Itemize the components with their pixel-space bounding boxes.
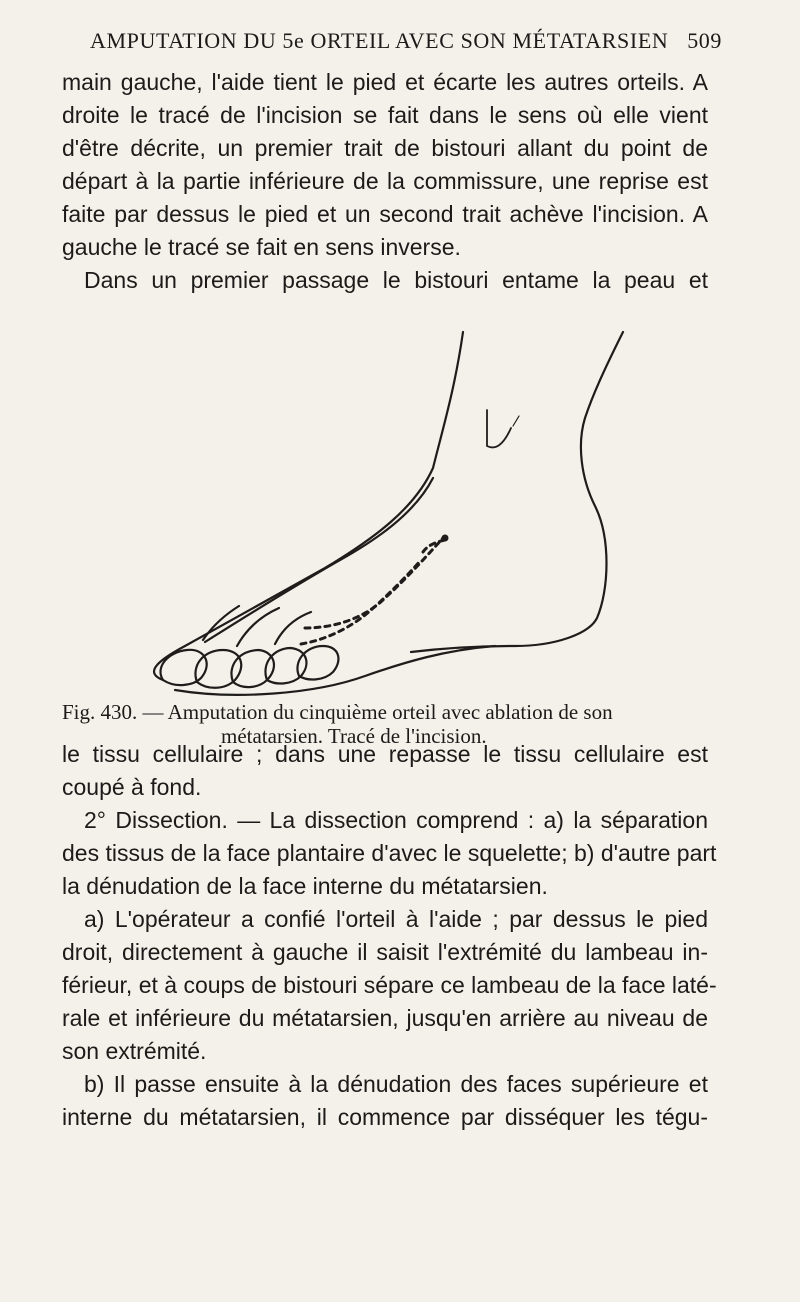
foot-incision-illustration <box>115 328 635 708</box>
page-number: 509 <box>687 28 722 53</box>
caption-line: métatarsien. Tracé de l'incision. <box>221 724 487 748</box>
text-line: férieur, et à coups de bistouri sépare ce lambeau de la face laté- <box>62 972 717 998</box>
text-line: des tissus de la face plantaire d'avec le squelette; b) d'autre part <box>62 840 717 866</box>
text-line: droit, directement à gauche il saisit l'extrémité du lambeau in- <box>62 939 708 965</box>
leg-back-outline <box>411 332 623 652</box>
text-line: main gauche, l'aide tient le pied et écarte les autres orteils. A <box>62 69 708 95</box>
page-header <box>62 14 722 54</box>
text-line: la dénudation de la face interne du métatarsien. <box>62 873 548 899</box>
text-line: a) L'opérateur a confié l'orteil à l'aide ; par dessus le pied <box>84 906 708 932</box>
text-line: gauche le tracé se fait en sens inverse. <box>62 234 461 260</box>
text-line: droite le tracé de l'incision se fait dans le sens où elle vient <box>62 102 708 128</box>
text-line: faite par dessus le pied et un second trait achève l'incision. A <box>62 201 708 227</box>
text-line: rale et inférieure du métatarsien, jusqu'en arrière au niveau de <box>62 1005 708 1031</box>
text-line: Dans un premier passage le bistouri entame la peau et <box>84 267 708 293</box>
toe-fourth-outline <box>265 648 306 683</box>
text-line: départ à la partie inférieure de la commissure, une reprise est <box>62 168 708 194</box>
foot-dorsum-line <box>205 478 433 642</box>
paragraph-top <box>62 66 708 297</box>
text-line: interne du métatarsien, il commence par disséquer les tégu- <box>62 1104 708 1130</box>
text-line: b) Il passe ensuite à la dénudation des faces supérieure et <box>84 1071 708 1097</box>
text-line: le tissu cellulaire ; dans une repasse le tissu cellulaire est <box>62 741 708 767</box>
incision-start-dot <box>442 535 449 542</box>
text-line: 2° Dissection. — La dissection comprend : a) la séparation <box>84 807 708 833</box>
caption-line: Fig. 430. — Amputation du cinquième orteil avec ablation de son <box>62 700 613 724</box>
paragraph-bottom <box>62 738 717 1134</box>
text-line: d'être décrite, un premier trait de bistouri allant du point de <box>62 135 708 161</box>
text-line: coupé à fond. <box>62 774 202 800</box>
ankle-mark <box>487 410 511 447</box>
text-line: son extrémité. <box>62 1038 207 1064</box>
incision-top <box>423 540 445 552</box>
running-title: AMPUTATION DU 5e ORTEIL AVEC SON MÉTATARSIEN <box>90 28 669 53</box>
toe-fifth-outline <box>297 646 338 679</box>
